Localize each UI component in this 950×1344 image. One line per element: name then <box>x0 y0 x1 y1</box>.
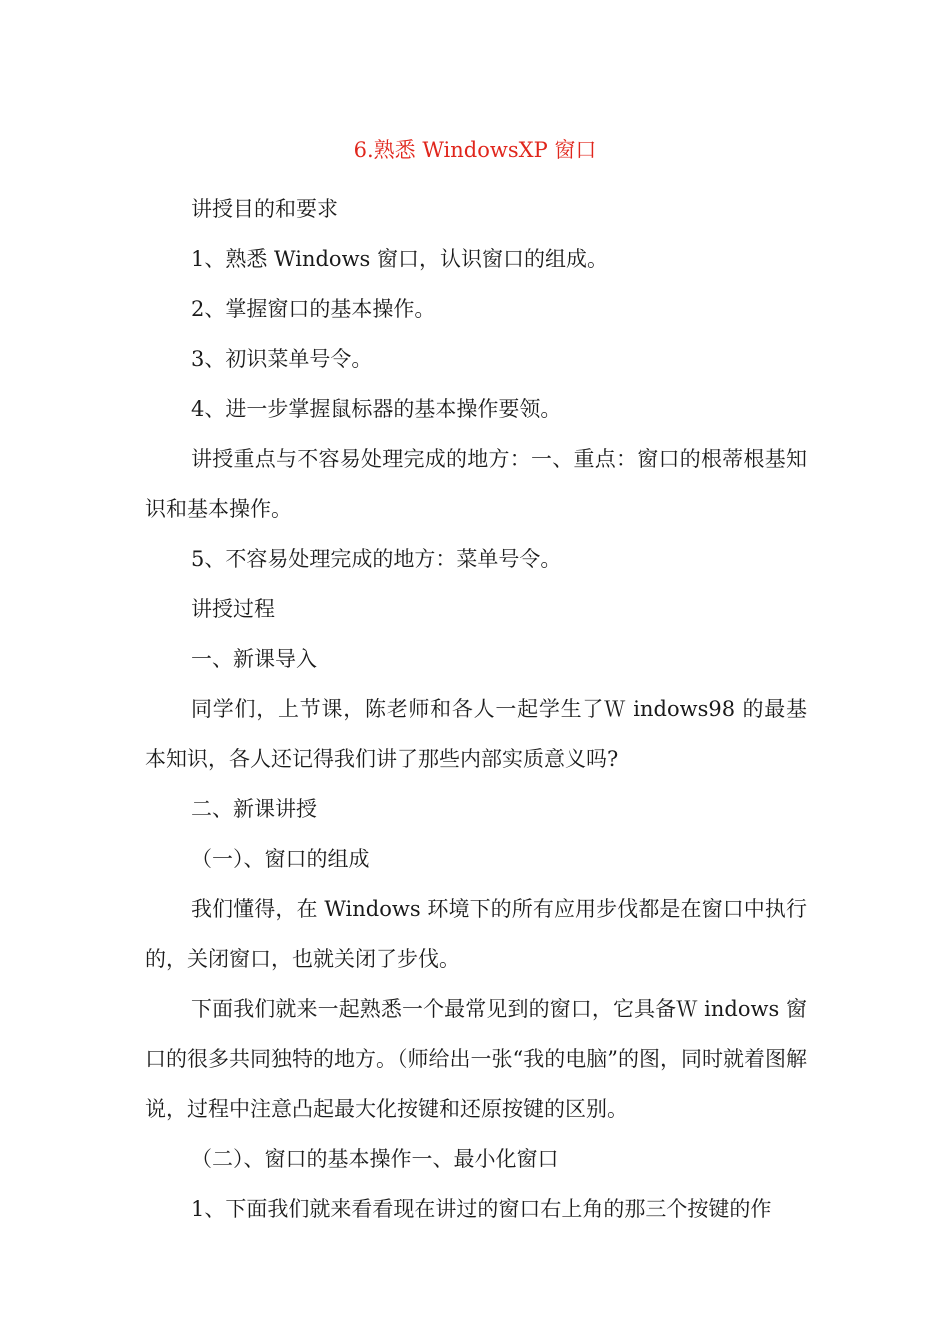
document-title: 6.熟悉 WindowsXP 窗口 <box>353 138 597 162</box>
paragraph-process-heading: 讲授过程 <box>191 597 275 621</box>
paragraph-basic-operations-heading: （二）、窗口的基本操作一、最小化窗口 <box>191 1147 559 1171</box>
paragraph-lesson-heading: 二、新课讲授 <box>191 797 317 821</box>
paragraph-objective-3: 3、初识菜单号令。 <box>191 347 373 371</box>
paragraph-window-composition-heading: （一）、窗口的组成 <box>191 847 370 871</box>
paragraph-objectives-heading: 讲授目的和要求 <box>191 197 338 221</box>
paragraph-objective-4: 4、进一步掌握鼠标器的基本操作要领。 <box>191 397 562 421</box>
paragraph-intro-text: 同学们，上节课，陈老师和各人一起学生了Ｗ indows98 的最基本知识，各人还记得我们讲了那些内部实质意义吗? <box>145 697 807 771</box>
paragraph-objective-2: 2、掌握窗口的基本操作。 <box>191 297 436 321</box>
paragraph-my-computer: 下面我们就来一起熟悉一个最常见到的窗口，它具备Ｗ indows 窗口的很多共同独特的地方。（师给出一张“我的电脑”的图，同时就着图解说，过程中注意凸起最大化按键和还原按键的区别。 <box>145 997 807 1121</box>
paragraph-objective-1: 1、熟悉 Windows 窗口，认识窗口的组成。 <box>191 247 609 271</box>
document-body <box>145 184 807 1234</box>
paragraph-difficulties: 5、不容易处理完成的地方：菜单号令。 <box>191 547 562 571</box>
paragraph-intro-heading: 一、新课导入 <box>191 647 317 671</box>
paragraph-window-environment: 我们懂得，在 Windows 环境下的所有应用步伐都是在窗口中执行的，关闭窗口，也就关闭了步伐。 <box>145 897 807 971</box>
paragraph-three-buttons: 1、下面我们就来看看现在讲过的窗口右上角的那三个按键的作 <box>191 1197 772 1221</box>
paragraph-key-points: 讲授重点与不容易处理完成的地方：一、重点：窗口的根蒂根基知识和基本操作。 <box>145 447 807 521</box>
